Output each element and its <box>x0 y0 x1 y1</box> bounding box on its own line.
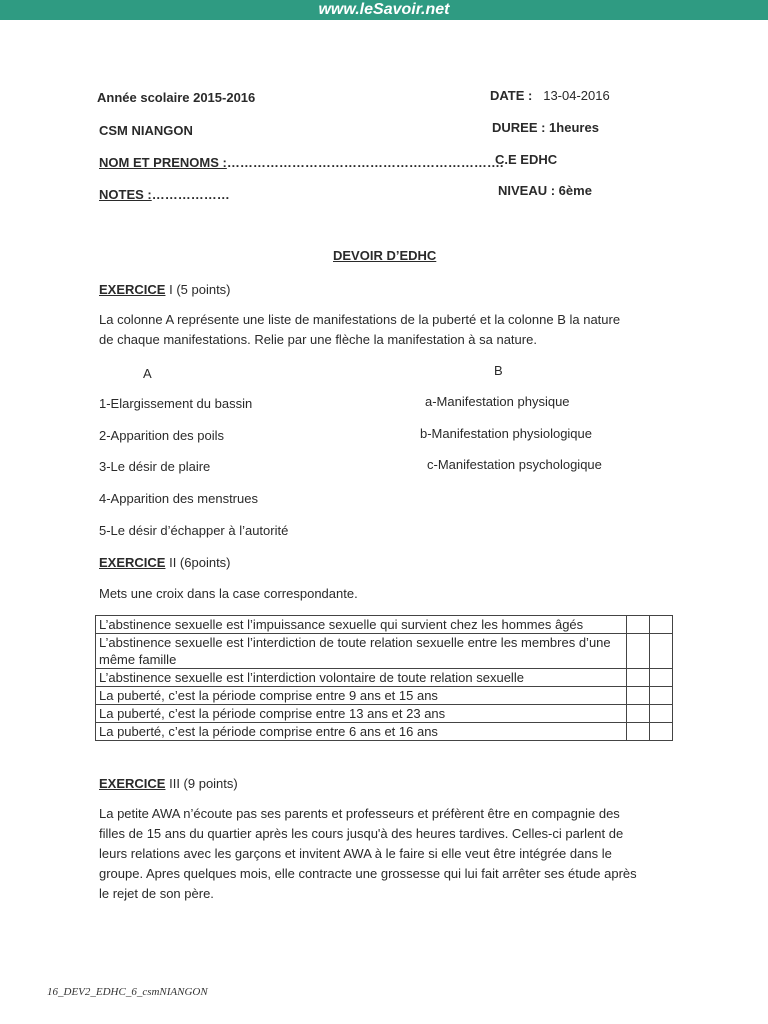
answer-box[interactable] <box>650 723 673 741</box>
ex3-text <box>99 804 637 904</box>
notes-field <box>99 187 230 202</box>
date-field <box>490 88 610 103</box>
answer-box[interactable] <box>627 705 650 723</box>
a-item-2: 2-Apparition des poils <box>99 428 225 443</box>
ce-edhc: C.E EDHC <box>495 152 558 167</box>
a-item-1: 1-Elargissement du bassin <box>99 396 253 411</box>
name-label: NOM ET PRENOMS : <box>99 155 227 170</box>
answer-box[interactable] <box>650 616 673 634</box>
b-item-b: b-Manifestation physiologique <box>420 426 592 441</box>
answer-box[interactable] <box>627 687 650 705</box>
b-item-c: c-Manifestation psychologique <box>427 457 602 472</box>
ex2-table <box>95 615 673 741</box>
statement-cell: La puberté, c’est la période comprise entre 9 ans et 15 ans <box>96 687 627 705</box>
statement-cell: La puberté, c’est la période comprise entre 6 ans et 16 ans <box>96 723 627 741</box>
table-row <box>96 669 673 687</box>
niveau: NIVEAU : 6ème <box>498 183 592 198</box>
table-row <box>96 723 673 741</box>
statement-cell: L’abstinence sexuelle est l’interdiction volontaire de toute relation sexuelle <box>96 669 627 687</box>
ex1-heading <box>99 282 231 297</box>
ex3-heading-word: EXERCICE <box>99 776 166 791</box>
table-row <box>96 705 673 723</box>
notes-dots: ……………… <box>151 187 230 202</box>
notes-label: NOTES : <box>99 187 152 202</box>
ex2-heading-word: EXERCICE <box>99 555 166 570</box>
ex2-heading-num: II (6points) <box>169 555 231 570</box>
column-b-header: B <box>494 363 503 378</box>
answer-box[interactable] <box>627 669 650 687</box>
answer-box[interactable] <box>627 723 650 741</box>
table-row <box>96 687 673 705</box>
ex3-line-3: leurs relations avec les garçons et invitent AWA à le faire si elle veut être intégrée dans le <box>99 846 612 861</box>
document-footer: 16_DEV2_EDHC_6_csmNIANGON <box>47 986 208 998</box>
ex3-line-2: filles de 15 ans du quartier après les cours jusqu'à des heures tardives. Celles-ci parlent de <box>99 826 624 841</box>
table-row <box>96 616 673 634</box>
page-title: DEVOIR D’EDHC <box>333 248 437 263</box>
ex2-heading <box>99 555 231 570</box>
statement-cell: La puberté, c’est la période comprise entre 13 ans et 23 ans <box>96 705 627 723</box>
ex3-line-5: le rejet de son père. <box>99 886 214 901</box>
ex1-heading-num: I (5 points) <box>169 282 231 297</box>
answer-box[interactable] <box>650 669 673 687</box>
a-item-3: 3-Le désir de plaire <box>99 459 211 474</box>
table-row <box>96 634 673 669</box>
date-value: 13-04-2016 <box>543 88 610 103</box>
name-dots: ………………………………………………………. <box>226 155 504 170</box>
a-item-4: 4-Apparition des menstrues <box>99 491 258 506</box>
ex1-heading-word: EXERCICE <box>99 282 166 297</box>
school-name: CSM NIANGON <box>99 123 193 138</box>
ex1-line-1: La colonne A représente une liste de manifestations de la puberté et la colonne B la nature <box>99 312 621 327</box>
date-label: DATE : <box>490 88 533 103</box>
school-year: Année scolaire 2015-2016 <box>97 90 256 105</box>
answer-box[interactable] <box>627 634 650 669</box>
duree: DUREE : 1heures <box>492 120 599 135</box>
ex3-line-4: groupe. Apres quelques mois, elle contracte une grossesse qui lui fait arrêter ses étude après <box>99 866 637 881</box>
statement-cell: L’abstinence sexuelle est l’interdiction de toute relation sexuelle entre les membres d’une même famille <box>96 634 627 669</box>
answer-box[interactable] <box>650 687 673 705</box>
statement-cell: L’abstinence sexuelle est l’impuissance sexuelle qui survient chez les hommes âgés <box>96 616 627 634</box>
column-a-header: A <box>143 366 152 381</box>
ex3-line-1: La petite AWA n’écoute pas ses parents et professeurs et préfèrent être en compagnie des <box>99 806 620 821</box>
a-item-5: 5-Le désir d’échapper à l’autorité <box>99 523 289 538</box>
ex3-heading <box>99 776 238 791</box>
ex2-instruction: Mets une croix dans la case correspondante. <box>99 586 358 601</box>
ex1-instruction <box>99 310 620 350</box>
name-field <box>99 155 503 170</box>
answer-box[interactable] <box>650 634 673 669</box>
site-url[interactable]: www.leSavoir.net <box>318 1 450 18</box>
answer-box[interactable] <box>650 705 673 723</box>
ex3-heading-num: III (9 points) <box>169 776 238 791</box>
ex1-line-2: de chaque manifestations. Relie par une flèche la manifestation à sa nature. <box>99 332 537 347</box>
site-banner <box>0 0 768 20</box>
answer-box[interactable] <box>627 616 650 634</box>
b-item-a: a-Manifestation physique <box>425 394 570 409</box>
